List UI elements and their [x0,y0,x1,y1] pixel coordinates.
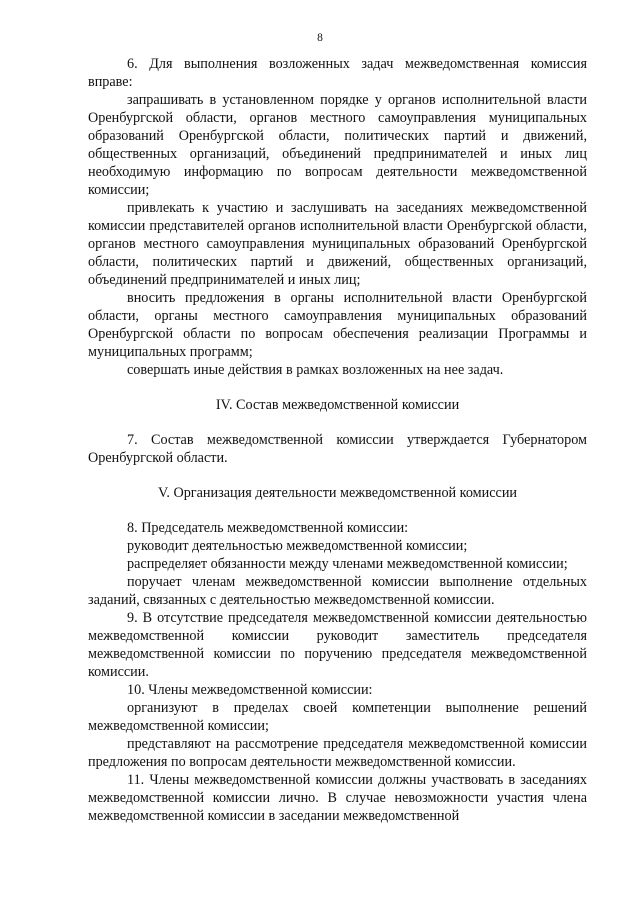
paragraph-11: 11. Члены межведомственной комиссии должны участвовать в заседаниях межведомственной комиссии лично. В случае невозможности участия члена межведомственной комиссии в заседании межведомственной [88,772,587,824]
paragraph-6-item-request: запрашивать в установленном порядке у органов исполнительной власти Оренбургской области, органов местного самоуправления муниципальных образований Оренбургской области, политических партий и движений, общественных организаций, объединений предпринимателей и иных лиц необходимую информацию по вопросам деятельности межведомственной комиссии; [88,92,587,198]
section-heading-iv: IV. Состав межведомственной комиссии [215,397,460,413]
paragraph-10-item-organize: организуют в пределах своей компетенции выполнение решений межведомственной комиссии; [88,700,587,734]
paragraph-6-item-other: совершать иные действия в рамках возложенных на нее задач. [127,362,504,378]
paragraph-8-item-assign: поручает членам межведомственной комиссии выполнение отдельных заданий, связанных с деятельностью межведомственной комиссии. [88,574,587,608]
paragraph-8: 8. Председатель межведомственной комиссии: [127,520,409,536]
document-body [88,55,587,825]
paragraph-9: 9. В отсутствие председателя межведомственной комиссии деятельностью межведомственной комиссии руководит заместитель председателя межведомственной комиссии по поручению председателя межведомственной комиссии. [88,610,587,680]
paragraph-10-item-submit: представляют на рассмотрение председателя межведомственной комиссии предложения по вопросам деятельности межведомственной комиссии. [88,736,587,770]
paragraph-10: 10. Члены межведомственной комиссии: [127,682,373,698]
paragraph-8-item-distribute: распределяет обязанности между членами межведомственной комиссии; [127,556,568,572]
paragraph-8-item-lead: руководит деятельностью межведомственной комиссии; [127,538,468,554]
paragraph-6: 6. Для выполнения возложенных задач межведомственная комиссия вправе: [88,56,587,90]
paragraph-7: 7. Состав межведомственной комиссии утверждается Губернатором Оренбургской области. [88,432,587,466]
paragraph-6-item-invite: привлекать к участию и заслушивать на заседаниях межведомственной комиссии представителей органов исполнительной власти Оренбургской области, органов местного самоуправления муниципальных образований Оренбургской области, политических партий и движений, общественных организаций, объединений предпринимателей и иных лиц; [88,200,587,288]
section-heading-v: V. Организация деятельности межведомственной комиссии [157,485,518,501]
page-number: 8 [317,32,323,44]
paragraph-6-item-proposals: вносить предложения в органы исполнительной власти Оренбургской области, органы местного самоуправления муниципальных образований Оренбургской области по вопросам обеспечения реализации Программы и муниципальных программ; [88,290,587,360]
